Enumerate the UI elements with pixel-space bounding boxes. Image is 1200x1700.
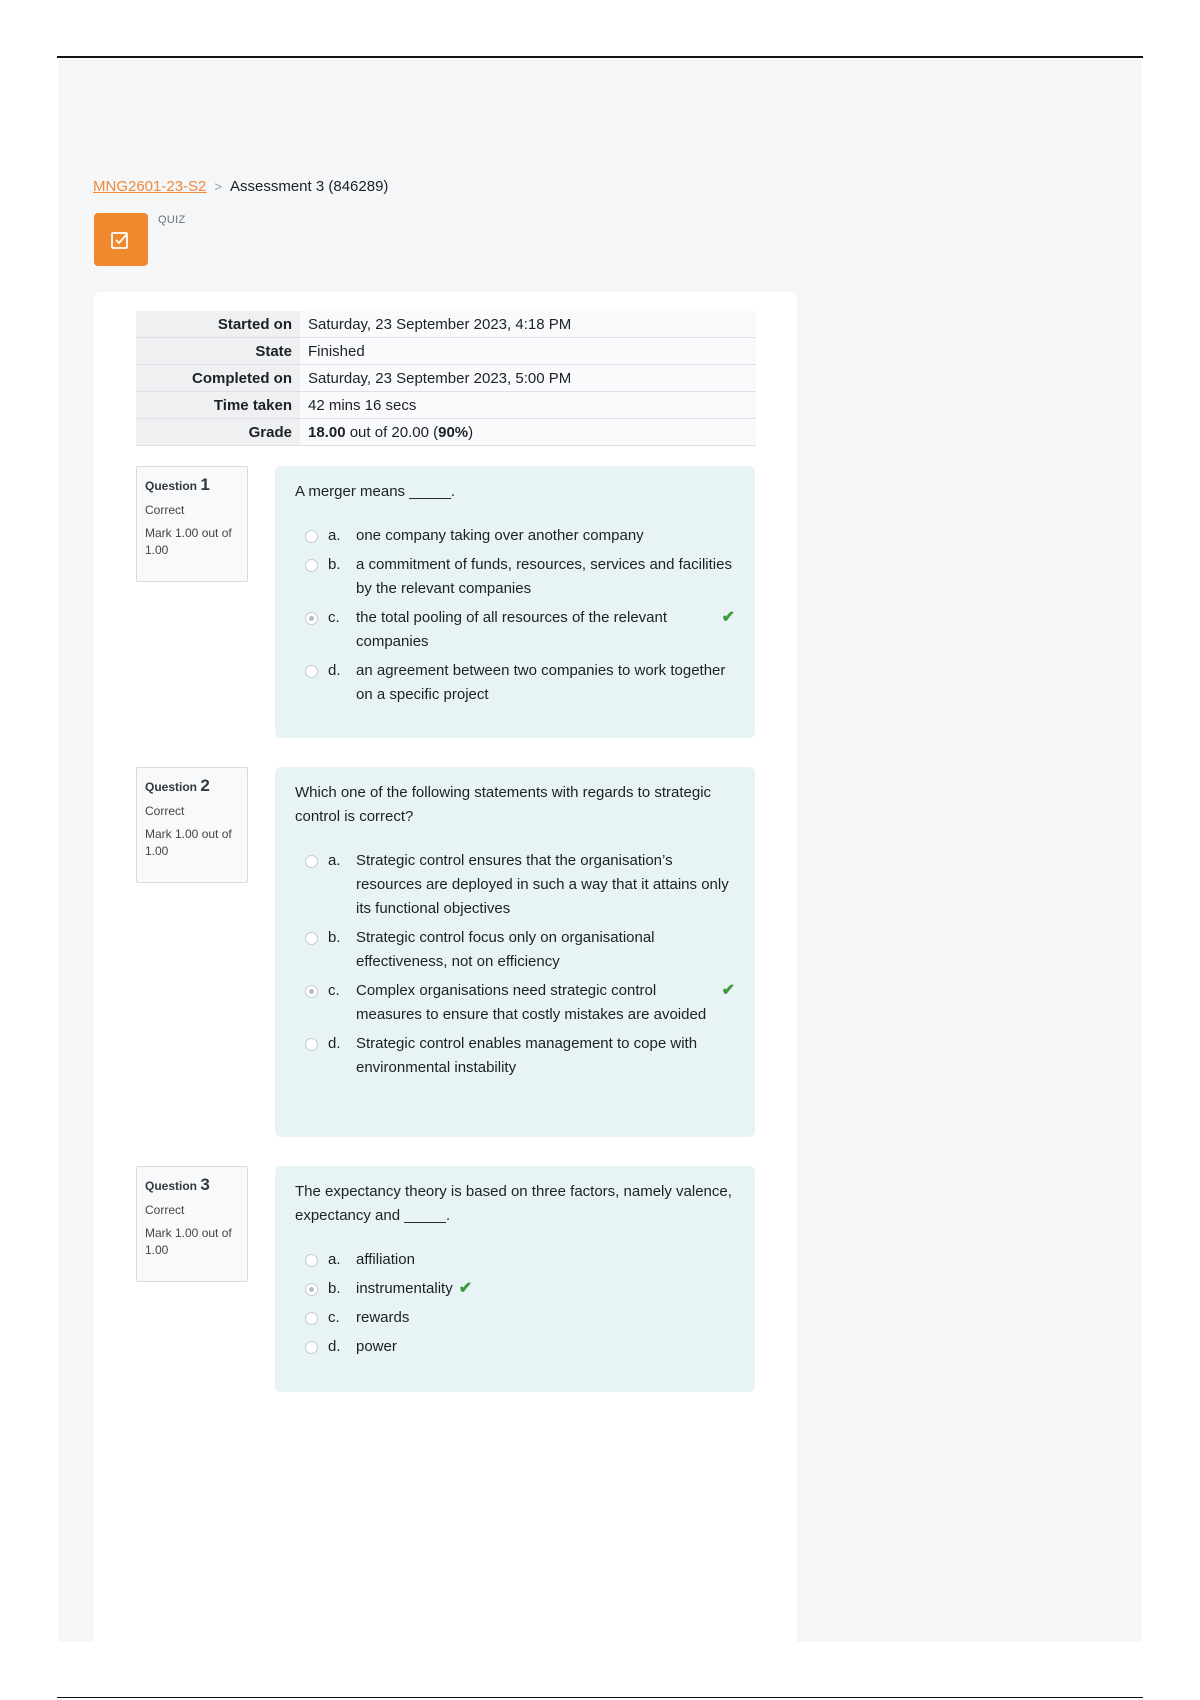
grade-middle: out of 20.00 ( bbox=[345, 423, 439, 441]
option-letter: a. bbox=[328, 852, 341, 869]
answer-option-b[interactable] bbox=[295, 926, 735, 974]
grade-label: Grade bbox=[136, 419, 300, 446]
option-letter: b. bbox=[328, 1280, 341, 1297]
breadcrumb-course-link[interactable]: MNG2601-23-S2 bbox=[93, 178, 207, 195]
grade-percent: 90% bbox=[438, 423, 469, 441]
question-state: Correct bbox=[145, 804, 185, 818]
question-info-2 bbox=[136, 767, 248, 883]
option-text: rewards bbox=[356, 1309, 410, 1326]
answer-option-a[interactable] bbox=[295, 849, 735, 921]
question-number bbox=[145, 475, 239, 495]
radio-button[interactable] bbox=[305, 559, 318, 572]
activity-type-label: QUIZ bbox=[158, 214, 186, 226]
summary-value: Finished bbox=[300, 338, 756, 365]
attempt-summary-table bbox=[136, 311, 756, 446]
question-state: Correct bbox=[145, 503, 185, 517]
option-text: Strategic control ensures that the organisation’s resources are deployed in such a way that it attains only its functional objectives bbox=[356, 852, 729, 917]
option-letter: b. bbox=[328, 556, 341, 573]
radio-button[interactable] bbox=[305, 932, 318, 945]
option-text: a commitment of funds, resources, services and facilities by the relevant companies bbox=[356, 556, 732, 597]
grade-score: 18.00 bbox=[308, 423, 346, 441]
answer-option-a[interactable] bbox=[295, 524, 735, 548]
radio-button-selected[interactable] bbox=[305, 1283, 318, 1296]
question-mark: Mark 1.00 out of 1.00 bbox=[145, 526, 232, 557]
radio-button[interactable] bbox=[305, 1312, 318, 1325]
breadcrumb-separator: > bbox=[214, 179, 222, 194]
radio-button[interactable] bbox=[305, 855, 318, 868]
summary-value: 42 mins 16 secs bbox=[300, 392, 756, 419]
option-letter: a. bbox=[328, 527, 341, 544]
question-label: Question bbox=[145, 1179, 198, 1193]
option-text: the total pooling of all resources of the relevant companies bbox=[356, 609, 668, 650]
quiz-icon bbox=[94, 213, 148, 266]
summary-row bbox=[136, 392, 756, 419]
answer-option-c[interactable] bbox=[295, 1306, 735, 1330]
question-number-value: 1 bbox=[200, 475, 210, 494]
question-number bbox=[145, 1175, 239, 1195]
breadcrumb bbox=[93, 178, 388, 195]
summary-label: Started on bbox=[136, 311, 300, 338]
question-number-value: 2 bbox=[200, 776, 210, 795]
question-mark: Mark 1.00 out of 1.00 bbox=[145, 827, 232, 858]
question-number-value: 3 bbox=[200, 1175, 210, 1194]
grade-end: ) bbox=[468, 423, 474, 441]
page-top-rule bbox=[57, 56, 1143, 58]
radio-button[interactable] bbox=[305, 530, 318, 543]
option-text: an agreement between two companies to work together on a specific project bbox=[356, 662, 726, 703]
answer-option-d[interactable] bbox=[295, 1335, 735, 1359]
radio-button[interactable] bbox=[305, 665, 318, 678]
option-text: Complex organisations need strategic control measures to ensure that costly mistakes are avoided bbox=[356, 982, 707, 1023]
answer-option-d[interactable] bbox=[295, 659, 735, 707]
radio-button[interactable] bbox=[305, 1341, 318, 1354]
option-letter: b. bbox=[328, 929, 341, 946]
question-content-3 bbox=[275, 1166, 755, 1392]
answer-options bbox=[295, 524, 735, 707]
option-letter: d. bbox=[328, 1035, 341, 1052]
correct-check-icon: ✔ bbox=[721, 609, 735, 626]
option-letter: a. bbox=[328, 1251, 341, 1268]
answer-options bbox=[295, 1248, 735, 1359]
option-text: one company taking over another company bbox=[356, 527, 644, 544]
question-state: Correct bbox=[145, 1203, 185, 1217]
option-text: affiliation bbox=[356, 1251, 415, 1268]
question-content-1 bbox=[275, 466, 755, 738]
answer-option-d[interactable] bbox=[295, 1032, 735, 1080]
summary-row-grade bbox=[136, 419, 756, 446]
radio-button-selected[interactable] bbox=[305, 985, 318, 998]
summary-row bbox=[136, 365, 756, 392]
question-info-1 bbox=[136, 466, 248, 582]
question-info-3 bbox=[136, 1166, 248, 1282]
option-text: Strategic control enables management to cope with environmental instability bbox=[356, 1035, 698, 1076]
summary-label: Time taken bbox=[136, 392, 300, 419]
option-letter: d. bbox=[328, 1338, 341, 1355]
question-text: A merger means _____. bbox=[295, 483, 456, 500]
radio-button-selected[interactable] bbox=[305, 612, 318, 625]
question-label: Question bbox=[145, 780, 198, 794]
question-mark: Mark 1.00 out of 1.00 bbox=[145, 1226, 232, 1257]
question-text: The expectancy theory is based on three factors, namely valence, expectancy and _____. bbox=[295, 1183, 732, 1224]
summary-row bbox=[136, 311, 756, 338]
option-letter: c. bbox=[328, 982, 340, 999]
question-text: Which one of the following statements with regards to strategic control is correct? bbox=[295, 784, 712, 825]
radio-button[interactable] bbox=[305, 1038, 318, 1051]
option-text: power bbox=[356, 1338, 397, 1355]
answer-option-c[interactable] bbox=[295, 606, 735, 654]
option-text: Strategic control focus only on organisational effectiveness, not on efficiency bbox=[356, 929, 655, 970]
answer-option-a[interactable] bbox=[295, 1248, 735, 1272]
summary-value: Saturday, 23 September 2023, 4:18 PM bbox=[300, 311, 756, 338]
question-number bbox=[145, 776, 239, 796]
option-text: instrumentality bbox=[356, 1280, 453, 1297]
answer-option-b[interactable] bbox=[295, 1277, 735, 1301]
summary-row bbox=[136, 338, 756, 365]
grade-value bbox=[300, 419, 756, 446]
radio-button[interactable] bbox=[305, 1254, 318, 1267]
option-letter: d. bbox=[328, 662, 341, 679]
correct-check-icon: ✔ bbox=[458, 1280, 473, 1297]
page-bottom-rule bbox=[57, 1697, 1143, 1698]
answer-option-b[interactable] bbox=[295, 553, 735, 601]
summary-label: Completed on bbox=[136, 365, 300, 392]
question-content-2 bbox=[275, 767, 755, 1137]
option-letter: c. bbox=[328, 1309, 340, 1326]
answer-option-c[interactable] bbox=[295, 979, 735, 1027]
option-letter: c. bbox=[328, 609, 340, 626]
answer-options bbox=[295, 849, 735, 1080]
summary-label: State bbox=[136, 338, 300, 365]
breadcrumb-current: Assessment 3 (846289) bbox=[229, 178, 389, 195]
summary-value: Saturday, 23 September 2023, 5:00 PM bbox=[300, 365, 756, 392]
question-label: Question bbox=[145, 479, 198, 493]
correct-check-icon: ✔ bbox=[721, 982, 735, 999]
